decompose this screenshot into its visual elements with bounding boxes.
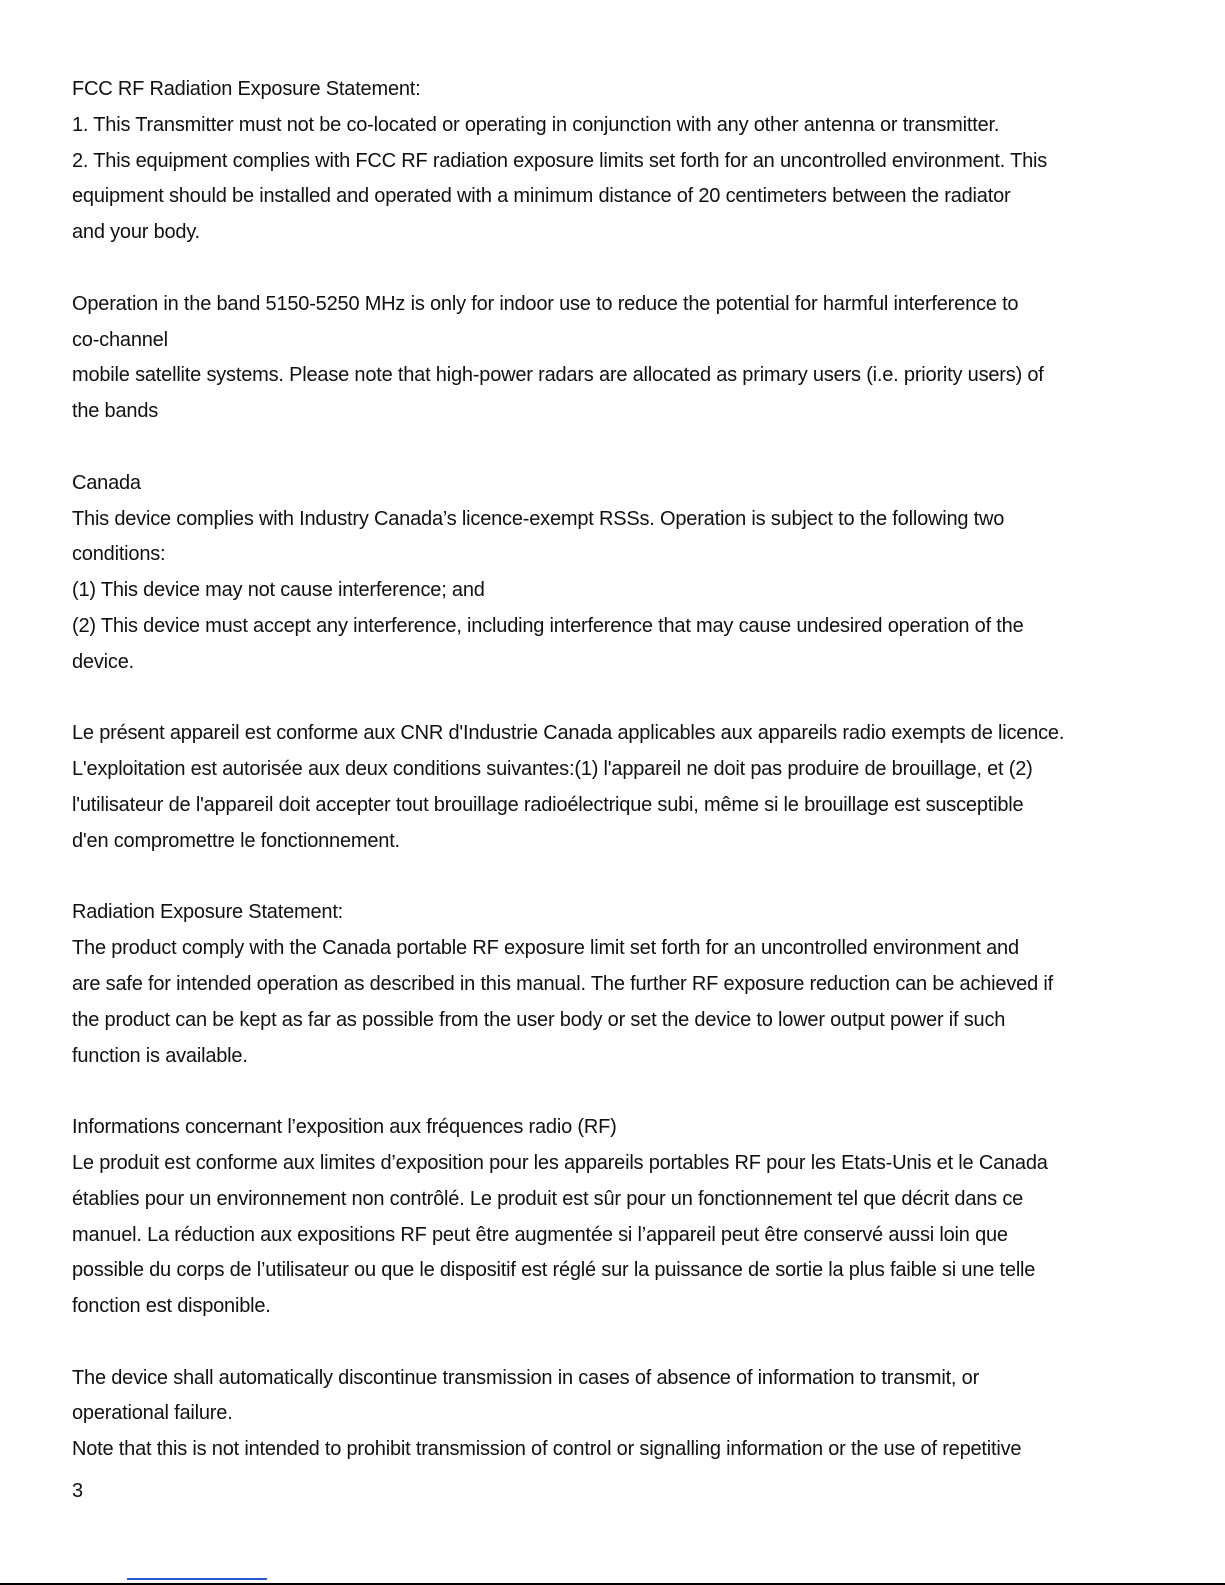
canada-condition-2-line-1: (2) This device must accept any interference, including interference that may cause undesired operation of the [72, 614, 1024, 637]
canada-condition-2-line-2: device. [72, 650, 134, 673]
radiation-exposure-line-1: The product comply with the Canada portable RF exposure limit set forth for an uncontrolled environment and [72, 937, 1019, 960]
french-statement-line-4: d'en compromettre le fonctionnement. [72, 829, 400, 852]
rf-info-heading: Informations concernant l’exposition aux fréquences radio (RF) [72, 1116, 617, 1139]
band-notice-line-2: co-channel [72, 328, 168, 351]
page-number: 3 [72, 1480, 84, 1502]
canada-heading: Canada [72, 471, 141, 494]
fcc-item-2-line-1: 2. This equipment complies with FCC RF radiation exposure limits set forth for an uncontrolled environment. This [72, 149, 1048, 172]
band-notice-line-3: mobile satellite systems. Please note that high-power radars are allocated as primary users (i.e. priority users) of [72, 364, 1044, 387]
band-notice-line-4: the bands [72, 400, 159, 423]
fcc-item-2-line-2: equipment should be installed and operated with a minimum distance of 20 centimeters between the radiator [72, 185, 1011, 208]
fcc-heading: FCC RF Radiation Exposure Statement: [72, 78, 421, 100]
paragraph-gap [72, 1325, 1152, 1361]
french-statement-line-3: l'utilisateur de l'appareil doit accepter tout brouillage radioélectrique subi, même si le brouillage est susceptible [72, 793, 1024, 816]
rf-info-line-2: établies pour un environnement non contrôlé. Le produit est sûr pour un fonctionnement tel que décrit dans ce [72, 1187, 1024, 1210]
canada-statement-line-2: conditions: [72, 543, 166, 566]
canada-condition-1: (1) This device may not cause interference; and [72, 579, 485, 602]
french-statement-line-2: L'exploitation est autorisée aux deux conditions suivantes:(1) l'appareil ne doit pas produire de brouillage, et (2) [72, 758, 1033, 781]
discontinue-line-1: The device shall automatically discontinue transmission in cases of absence of information to transmit, or [72, 1366, 980, 1389]
fcc-item-1: 1. This Transmitter must not be co-located or operating in conjunction with any other antenna or transmitter. [72, 113, 1000, 136]
rf-info-line-1: Le produit est conforme aux limites d’exposition pour les appareils portables RF pour les Etats-Unis et le Canada [72, 1151, 1048, 1174]
paragraph-gap [72, 860, 1152, 896]
document-body [72, 72, 1152, 1468]
discontinue-line-3: Note that this is not intended to prohibit transmission of control or signalling information or the use of repetitive [72, 1438, 1022, 1461]
radiation-exposure-line-2: are safe for intended operation as described in this manual. The further RF exposure reduction can be achieved if [72, 972, 1053, 995]
footer-link-underline [127, 1578, 267, 1580]
rf-info-line-3: manuel. La réduction aux expositions RF peut être augmentée si l’appareil peut être conservé aussi loin que [72, 1223, 1008, 1246]
band-notice-line-1: Operation in the band 5150-5250 MHz is only for indoor use to reduce the potential for harmful interference to [72, 292, 1019, 315]
canada-statement-line-1: This device complies with Industry Canada’s licence-exempt RSSs. Operation is subject to the following two [72, 507, 1005, 530]
rf-info-line-4: possible du corps de l’utilisateur ou que le dispositif est réglé sur la puissance de sortie la plus faible si une telle [72, 1259, 1036, 1282]
french-statement-line-1: Le présent appareil est conforme aux CNR d'Industrie Canada applicables aux appareils radio exempts de licence. [72, 722, 1065, 745]
radiation-exposure-line-3: the product can be kept as far as possible from the user body or set the device to lower output power if such [72, 1008, 1006, 1031]
radiation-exposure-heading: Radiation Exposure Statement: [72, 901, 344, 924]
radiation-exposure-line-4: function is available. [72, 1044, 248, 1067]
rf-info-line-5: fonction est disponible. [72, 1295, 271, 1318]
discontinue-line-2: operational failure. [72, 1402, 233, 1425]
fcc-item-2-line-3: and your body. [72, 221, 201, 244]
paragraph-gap [72, 430, 1152, 466]
paragraph-gap [72, 1074, 1152, 1110]
paragraph-gap [72, 251, 1152, 287]
paragraph-gap [72, 681, 1152, 717]
